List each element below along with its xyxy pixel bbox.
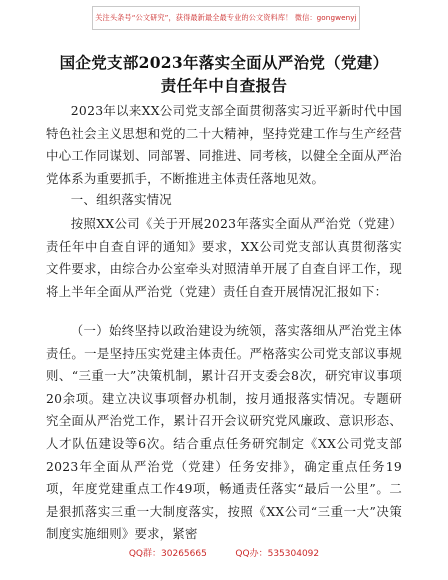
- section-paragraph: 按照XX公司《关于开展2023年落实全面从严治党（党建）责任年中自查自评的通知》要求，XX公司党支部认真贯彻落实文件要求，由综合办公室牵头对照清单开展了自查自评工作，现将上半年全面从严治党（党建）责任自查开展情况汇报如下：: [46, 216, 402, 299]
- subsection-paragraph: （一）始终坚持以政治建设为统领，落实落细从严治党主体责任。一是坚持压实党建主体责任。严格落实公司党支部议事规则、“三重一大”决策机制，累计召开支委会8次，研究审议事项20余项。建立决议事项督办机制，按月通报落实情况。专题研究全面从严治党工作，累计召开会议研究党风廉政、意识形态、人才队伍建设等6次。结合重点任务研究制定《XX公司党支部2023年全面从严治党（党建）任务安排》，确定重点任务19项，年度党建重点工作49项，畅通责任落实“最后一公里”。二是狠抓落实三重一大制度落实，按照《XX公司“三重一大”决策制度实施细则》要求，紧密: [46, 323, 402, 542]
- section-heading: 一、组织落实情况: [70, 192, 172, 207]
- intro-paragraph: 2023年以来XX公司党支部全面贯彻落实习近平新时代中国特色社会主义思想和党的二十大精神，坚持党建工作与生产经营中心工作同谋划、同部署、同推进、同考核，以健全全面从严治党体系为重要抓手，不断推进主体责任落地见效。: [46, 103, 402, 186]
- document-title-line2: 责任年中自查报告: [160, 76, 288, 95]
- header-banner: [92, 6, 360, 30]
- header-banner-text: 关注头条号“公文研究”，获得最新最全最专业的公文资料库！ 微信：gongwenyj: [95, 13, 357, 22]
- document-title-line1: 国企党支部2023年落实全面从严治党（党建）: [59, 53, 389, 72]
- footer-contact: QQ群：30265665 QQ办：535304092: [128, 549, 320, 559]
